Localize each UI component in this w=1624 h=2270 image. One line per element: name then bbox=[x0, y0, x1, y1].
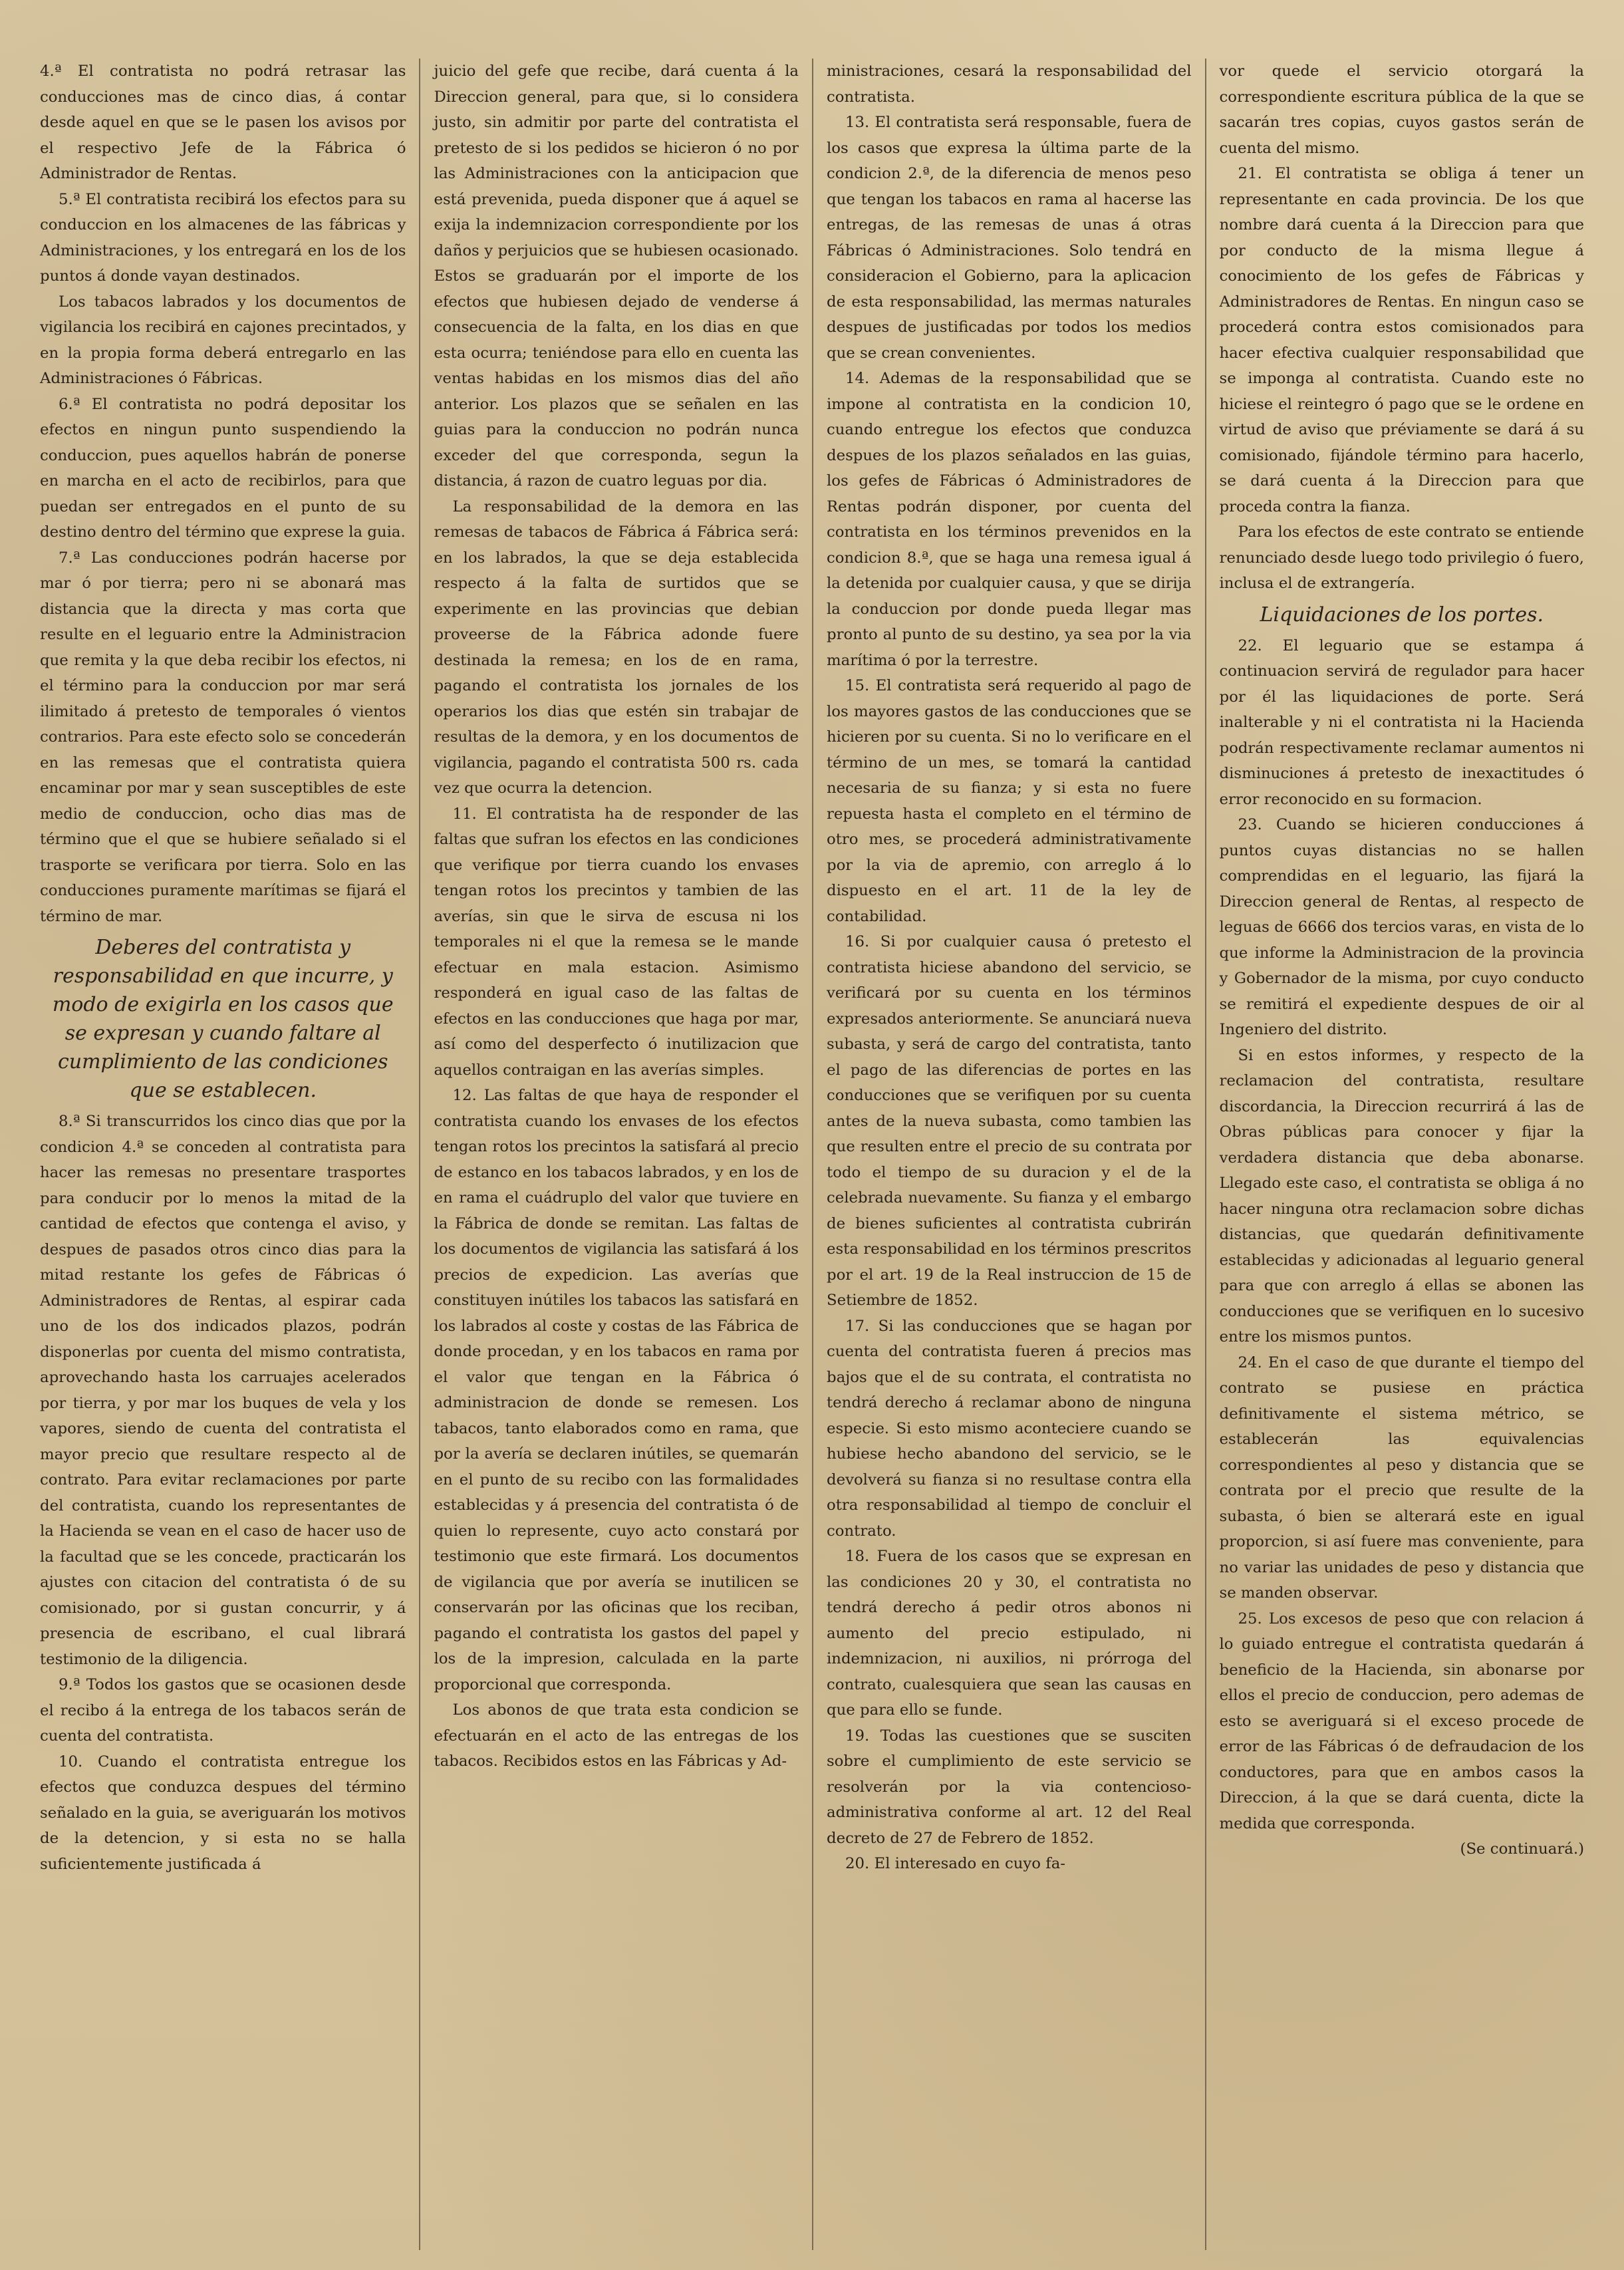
paragraph: 20. El interesado en cuyo fa- bbox=[845, 1855, 1065, 1872]
paragraph: 9.ª Todos los gastos que se ocasionen desde el recibo á la entrega de los tabacos serán de cuenta del contratista. bbox=[40, 1676, 406, 1745]
paragraph: 10. Cuando el contratista entregue los efectos que conduzca despues del término señalado en la guia, se averiguarán los motivos de la detencion, y si esta no se halla suficientemente justificada á bbox=[40, 1753, 406, 1873]
paragraph: 16. Si por cualquier causa ó pretesto el contratista hiciese abandono del servicio, se verificará por su cuenta en los términos expresados anteriormente. Se anunciará nueva subasta, y será de cargo del contratista, tanto el pago de las diferencias de portes en las conducciones que se verifiquen por su cuenta antes de la nueva subasta, como tambien las que resulten entre el precio de su contrata por todo el tiempo de su duracion y el de la celebrada nuevamente. Su fianza y el embargo de bienes suficientes al contratista cubrirán esta responsabilidad en los términos prescritos por el art. 19 de la Real instruccion de 15 de Setiembre de 1852. bbox=[826, 933, 1192, 1309]
paragraph: 7.ª Las conducciones podrán hacerse por mar ó por tierra; pero ni se abonará mas distancia que la directa y mas corta que resulte en el leguario entre la Administracion que remita y la que deba recibir los efectos, ni el término para la conduccion por mar será ilimitado á pretesto de temporales ó vientos contrarios. Para este efecto solo se concederán en las remesas que el contratista quiera encaminar por mar y sean susceptibles de este medio de conduccion, ocho dias mas de término que el que se hubiere señalado si el trasporte se verificara por tierra. Solo en las conducciones puramente marítimas se fijará el término de mar. bbox=[40, 549, 406, 925]
paragraph: Los tabacos labrados y los documentos de vigilancia los recibirá en cajones precintados, y en la propia forma deberá entregarlo en las Administraciones ó Fábricas. bbox=[40, 293, 406, 387]
paragraph: 24. En el caso de que durante el tiempo del contrato se pusiese en práctica definitivamente el sistema métrico, se establecerán las equivalencias correspondientes al peso y distancia que se contrata por el precio que resulte de la subasta, ó bien se alterará este en igual proporcion, si así fuere mas conveniente, para no variar las unidades de peso y distancia que se manden observar. bbox=[1219, 1353, 1585, 1602]
paragraph: 13. El contratista será responsable, fuera de los casos que expresa la última parte de la condicion 2.ª, de la diferencia de menos peso que tengan los tabacos en rama al hacerse las entregas, de las remesas de unas á otras Fábricas ó Administraciones. Solo tendrá en consideracion el Gobierno, para la aplicacion de esta responsabilidad, las mermas naturales despues de justificadas por todos los medios que se crean convenientes. bbox=[826, 114, 1192, 362]
paragraph: 4.ª El contratista no podrá retrasar las conducciones mas de cinco dias, á contar desde aquel en que se le pasen los avisos por el respectivo Jefe de la Fábrica ó Administrador de Rentas. bbox=[40, 63, 406, 182]
paragraph: 11. El contratista ha de responder de las faltas que sufran los efectos en las condiciones que verifique por tierra cuando los envases tengan rotos los precintos y tambien de las averías, sin que le sirva de escusa ni los temporales ni el que la remesa se le mande efectuar en mala estacion. Asimismo responderá en igual caso de las faltas de efectos en las conducciones que haga por mar, así como del desperfecto ó inutilizacion que aquellos contraigan en las averías simples. bbox=[434, 805, 799, 1079]
column-1 bbox=[27, 59, 419, 2250]
section-heading-deberes: Deberes del contratista y responsabilidad en que incurre, y modo de exigirla en los casos que se expresan y cuando faltare al cumplimiento de las condiciones que se establecen. bbox=[52, 936, 394, 1102]
paragraph: 17. Si las conducciones que se hagan por cuenta del contratista fueren á precios mas bajos que el de su contrata, el contratista no tendrá derecho á reclamar abono de ninguna especie. Si esto mismo aconteciere cuando se hubiese hecho abandono del servicio, se le devolverá su fianza si no resultase contra ella otra responsabilidad al tiempo de concluir el contrato. bbox=[826, 1317, 1192, 1540]
text-columns bbox=[27, 59, 1597, 2250]
paragraph: 12. Las faltas de que haya de responder el contratista cuando los envases de los efectos tengan rotos los precintos la satisfará al precio de estanco en los tabacos labrados, y en los de en rama el cuádruplo del valor que tuviere en la Fábrica de donde se remitan. Las faltas de los documentos de vigilancia las satisfará á los precios de expedicion. Las averías que constituyen inútiles los tabacos las satisfará en los labrados al coste y costas de las Fábrica de donde procedan, y en los tabacos en rama por el valor que tengan en la Fábrica ó administracion de donde se remesen. Los tabacos, tanto elaborados como en rama, que por la avería se declaren inútiles, se quemarán en el punto de su recibo con las formalidades establecidas y á presencia del contratista ó de quien lo represente, cuyo acto constará por testimonio que este firmará. Los documentos de vigilancia que por avería se inutilicen se conservarán por las oficinas que los reciban, pagando el contratista los gastos del papel y los de la impresion, calculada en la parte proporcional que corresponda. bbox=[434, 1087, 799, 1693]
continuation-note: (Se continuará.) bbox=[1460, 1840, 1585, 1858]
paragraph: 8.ª Si transcurridos los cinco dias que por la condicion 4.ª se conceden al contratista para hacer las remesas no presentare trasportes para conducir por lo menos la mitad de la cantidad de efectos que contenga el aviso, y despues de pasados otros cinco dias para la mitad restante los gefes de Fábricas ó Administradores de Rentas, al espirar cada uno de los dos indicados plazos, podrán disponerlas por cuenta del mismo contratista, aprovechando hasta los carruajes acelerados por tierra, y por mar los buques de vela y los vapores, siendo de cuenta del contratista el mayor precio que resultare respecto al de contrato. Para evitar reclamaciones por parte del contratista, cuando los representantes de la Hacienda se vean en el caso de hacer uso de la facultad que se les concede, practicarán los ajustes con citacion del contratista ó de su comisionado, por si gustan concurrir, y á presencia de escribano, el cual librará testimonio de la diligencia. bbox=[40, 1113, 406, 1668]
paragraph: 5.ª El contratista recibirá los efectos para su conduccion en los almacenes de las fábricas y Administraciones, y los entregará en los de los puntos á donde vayan destinados. bbox=[40, 190, 406, 285]
paragraph: 6.ª El contratista no podrá depositar los efectos en ningun punto suspendiendo la conduccion, pues aquellos habrán de ponerse en marcha en el acto de recibirlos, para que puedan ser entregados en el punto de su destino dentro del término que exprese la guia. bbox=[40, 395, 406, 541]
paragraph: Los abonos de que trata esta condicion se efectuarán en el acto de las entregas de los tabacos. Recibidos estos en las Fábricas y Ad- bbox=[434, 1701, 799, 1770]
paragraph: 18. Fuera de los casos que se expresan en las condiciones 20 y 30, el contratista no tendrá derecho á pedir otros abonos ni aumento del precio estipulado, ni indemnizacion, ni auxilios, ni prórroga del contrato, cualesquiera que sean las causas en que para ello se funde. bbox=[826, 1548, 1192, 1719]
paragraph: 22. El leguario que se estampa á continuacion servirá de regulador para hacer por él las liquidaciones de porte. Será inalterable y ni el contratista ni la Hacienda podrán respectivamente reclamar aumentos ni disminuciones á pretesto de inexactitudes ó error reconocido en su formacion. bbox=[1219, 637, 1585, 808]
paragraph: 14. Ademas de la responsabilidad que se impone al contratista en la condicion 10, cuando entregue los efectos que conduzca despues de los plazos señalados en las guias, los gefes de Fábricas ó Administradores de Rentas podrán disponer, por cuenta del contratista en los términos prevenidos en la condicion 8.ª, que se haga una remesa igual á la detenida por cualquier causa, y que se dirija la conduccion por donde pueda llegar mas pronto al punto de su destino, ya sea por la via marítima ó por la terrestre. bbox=[826, 370, 1192, 669]
paragraph: ministraciones, cesará la responsabilidad del contratista. bbox=[826, 63, 1192, 106]
paragraph: juicio del gefe que recibe, dará cuenta á la Direccion general, para que, si lo considera justo, sin admitir por parte del contratista el pretesto de si los pedidos se hicieron ó no por las Administraciones con la anticipacion que está prevenida, pueda disponer que á aquel se exija la indemnizacion correspondiente por los daños y perjuicios que se hubiesen ocasionado. Estos se graduarán por el importe de los efectos que hubiesen dejado de venderse á consecuencia de la falta, en los dias en que esta ocurra; teniéndose para ello en cuenta las ventas habidas en los mismos dias del año anterior. Los plazos que se señalen en las guias para la conduccion no podrán nunca exceder del que corresponda, segun la distancia, á razon de cuatro leguas por dia. bbox=[434, 63, 799, 490]
column-3 bbox=[812, 59, 1205, 2250]
paragraph: 25. Los excesos de peso que con relacion á lo guiado entregue el contratista quedarán á beneficio de la Hacienda, sin abonarse por ellos el precio de conduccion, pero ademas de esto se averiguará si el exceso procede de error de las Fábricas ó de defraudacion de los conductores, para que en ambos casos la Direccion, á la que se dará cuenta, dicte la medida que corresponda. bbox=[1219, 1610, 1585, 1832]
paragraph: Si en estos informes, y respecto de la reclamacion del contratista, resultare discordancia, la Direccion recurrirá á las de Obras públicas para conocer y fijar la verdadera distancia que deba abonarse. Llegado este caso, el contratista se obliga á no hacer ninguna otra reclamacion sobre dichas distancias, que quedarán definitivamente establecidas y adicionadas al leguario general para que con arreglo á ellas se abonen las conducciones que se verifiquen en lo sucesivo entre los mismos puntos. bbox=[1219, 1046, 1585, 1346]
column-2 bbox=[419, 59, 812, 2250]
paragraph: 21. El contratista se obliga á tener un representante en cada provincia. De los que nombre dará cuenta á la Direccion para que por conducto de la misma llegue á conocimiento de los gefes de Fábricas y Administradores de Rentas. En ningun caso se procederá contra estos comisionados para hacer efectiva cualquier responsabilidad que se imponga al contratista. Cuando este no hiciese el reintegro ó pago que se le ordene en virtud de aviso que préviamente se dará á su comisionado, fijándole término para hacerlo, se dará cuenta á la Direccion para que proceda contra la fianza. bbox=[1219, 165, 1585, 515]
section-heading-liquidaciones: Liquidaciones de los portes. bbox=[1260, 603, 1544, 627]
paragraph: 15. El contratista será requerido al pago de los mayores gastos de las conducciones que se hicieren por su cuenta. Si no lo verificare en el término de un mes, se tomará la cantidad necesaria de su fianza; y si esta no fuere repuesta hasta el completo en el término de otro mes, se procederá administrativamente por la via de apremio, con arreglo á lo dispuesto en el art. 11 de la ley de contabilidad. bbox=[826, 677, 1192, 925]
paragraph: 23. Cuando se hicieren conducciones á puntos cuyas distancias no se hallen comprendidas en el leguario, las fijará la Direccion general de Rentas, al respecto de leguas de 6666 dos tercios varas, en vista de lo que informe la Administracion de la provincia y Gobernador de la misma, por cuyo conducto se remitirá el expediente despues de oir al Ingeniero del distrito. bbox=[1219, 816, 1585, 1038]
paragraph: La responsabilidad de la demora en las remesas de tabacos de Fábrica á Fábrica será: en los labrados, la que se deja establecida respecto á la falta de surtidos que se experimente en las provincias que debian proveerse de la Fábrica adonde fuere destinada la remesa; en los de en rama, pagando el contratista los jornales de los operarios los dias que estén sin trabajar de resultas de la demora, y en los documentos de vigilancia, pagando el contratista 500 rs. cada vez que ocurra la detencion. bbox=[434, 497, 799, 797]
paragraph: vor quede el servicio otorgará la correspondiente escritura pública de la que se sacarán tres copias, cuyos gastos serán de cuenta del mismo. bbox=[1219, 63, 1585, 157]
column-4 bbox=[1205, 59, 1598, 2250]
paragraph: 19. Todas las cuestiones que se susciten sobre el cumplimiento de este servicio se resolverán por la via contencioso-administrativa conforme al art. 12 del Real decreto de 27 de Febrero de 1852. bbox=[826, 1727, 1192, 1847]
paragraph: Para los efectos de este contrato se entiende renunciado desde luego todo privilegio ó fuero, inclusa el de extrangería. bbox=[1219, 523, 1585, 592]
